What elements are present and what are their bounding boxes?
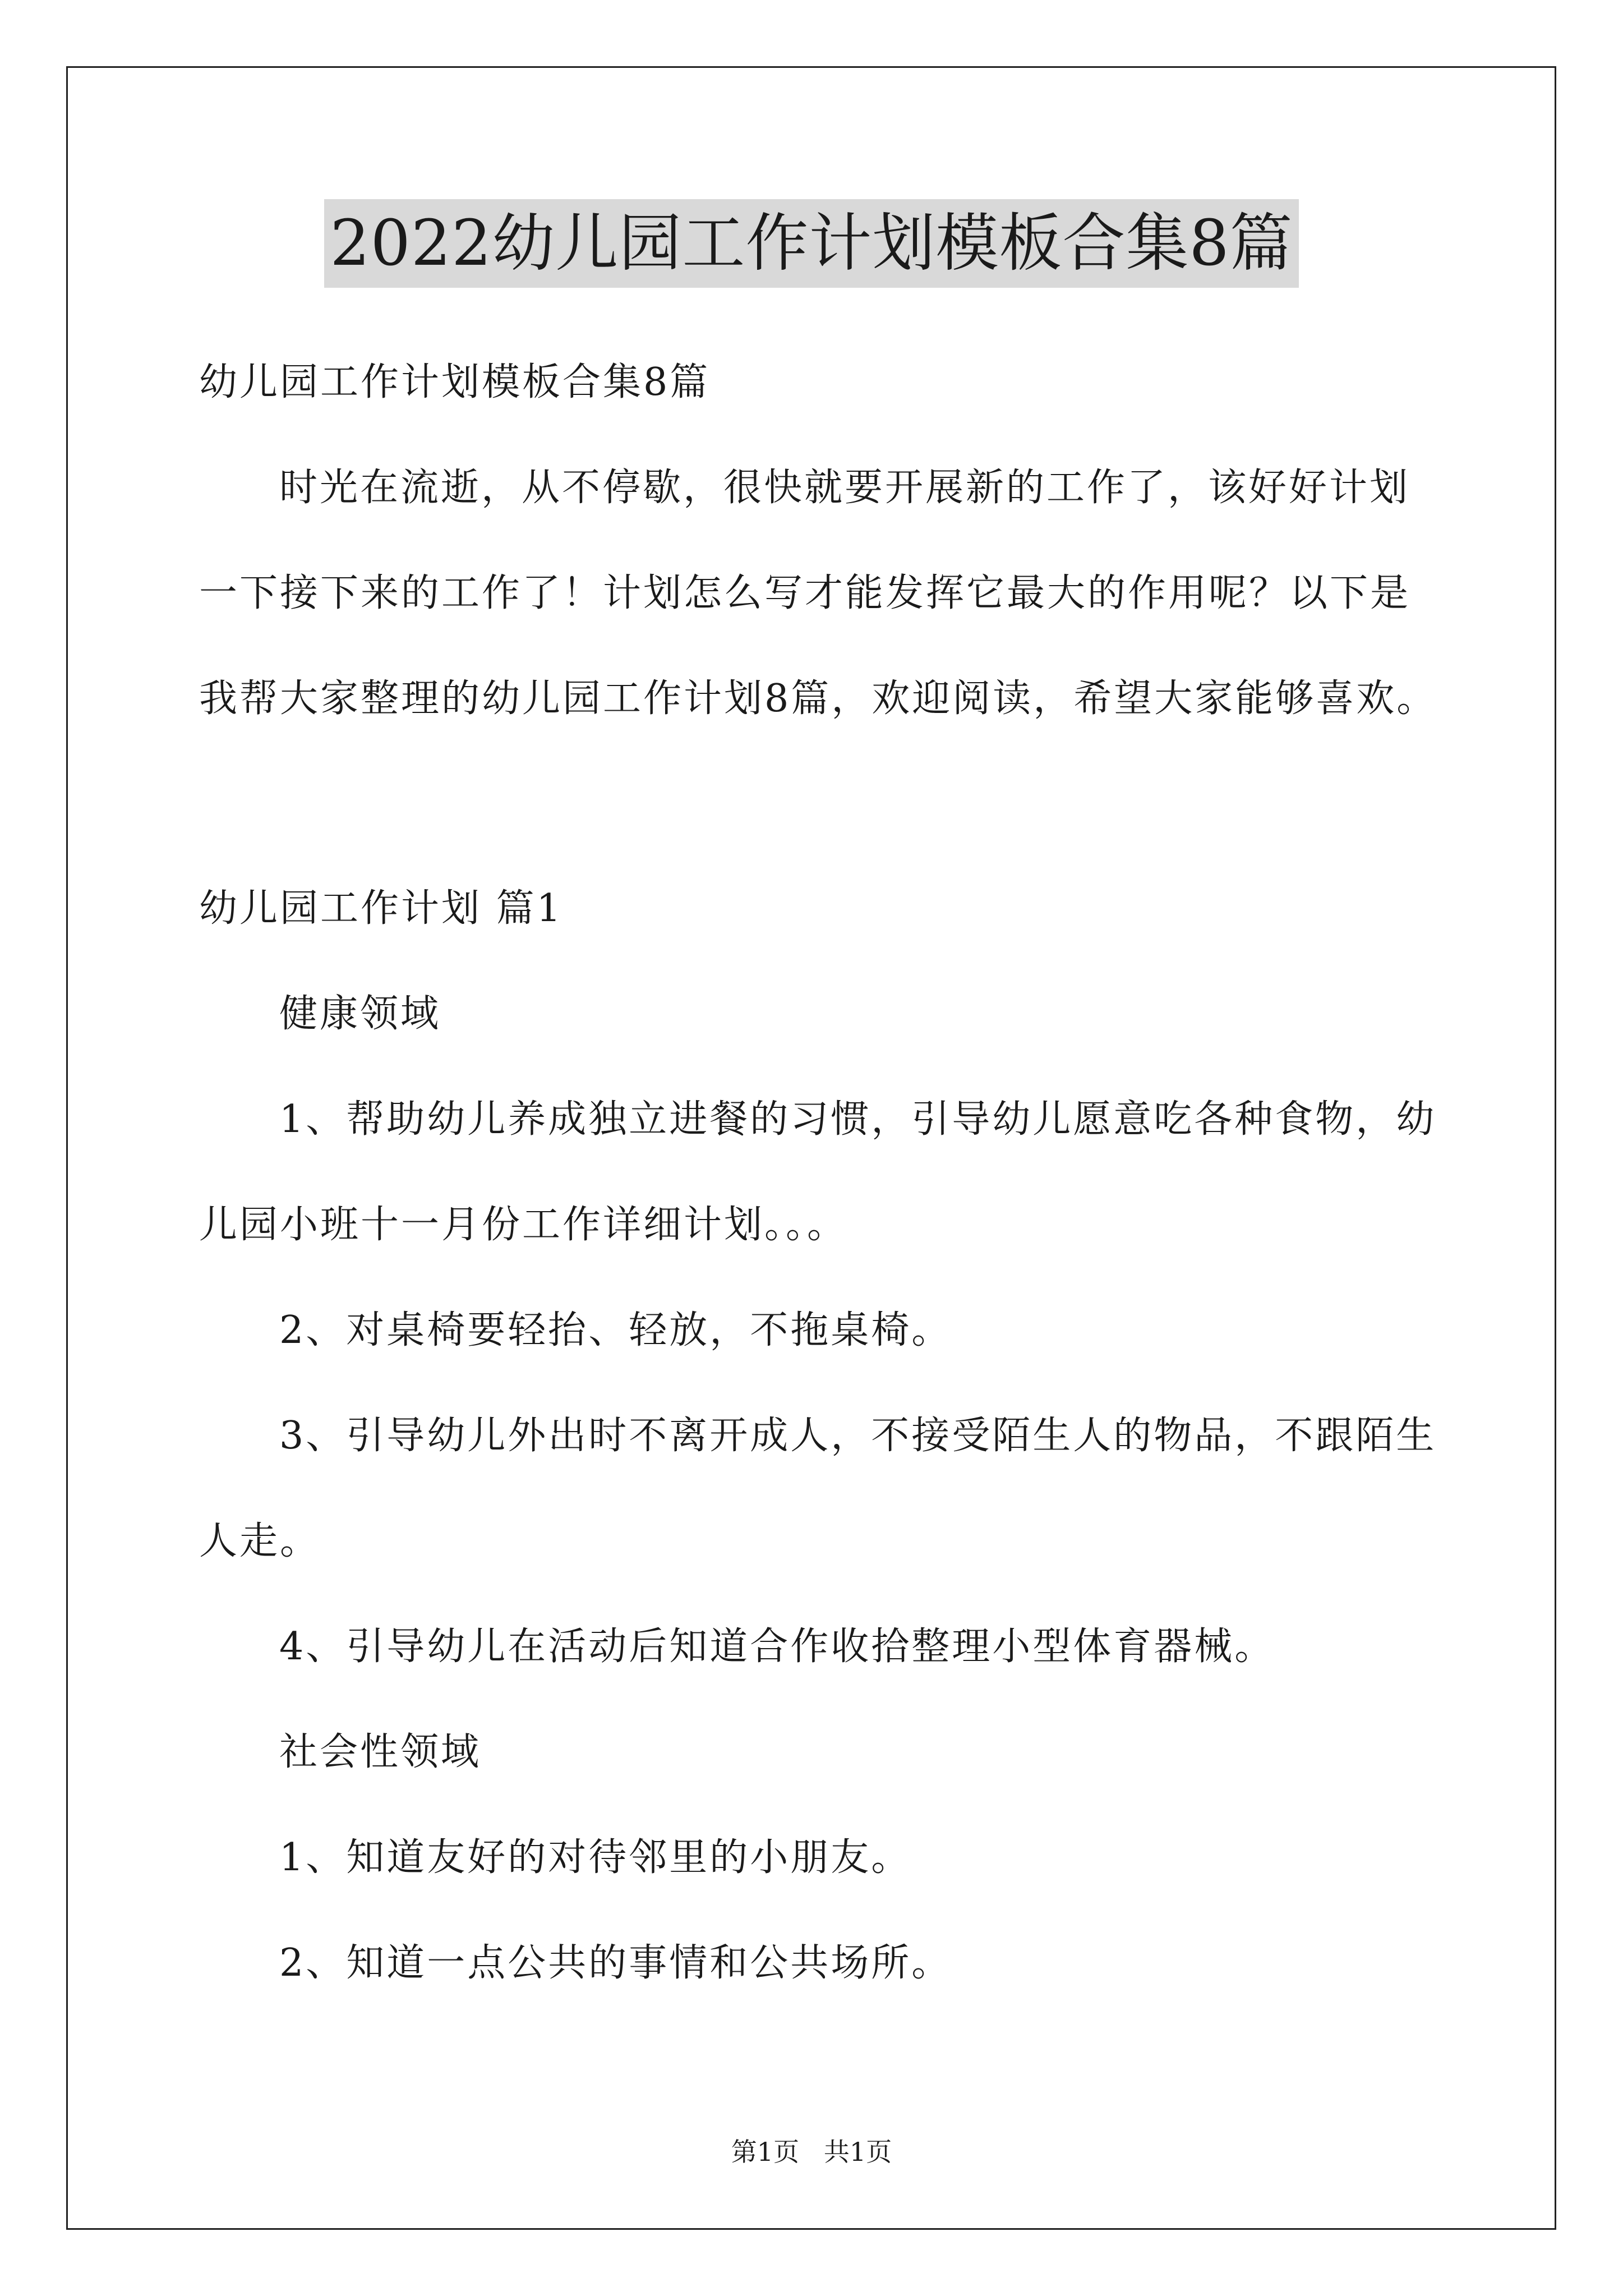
page-footer: 第1页 共1页 xyxy=(731,2137,892,2167)
health-item-1-line-2: 儿园小班十一月份工作详细计划。。。 xyxy=(199,1203,848,1247)
section-heading: 幼儿园工作计划 篇1 xyxy=(199,886,563,931)
social-heading: 社会性领域 xyxy=(279,1730,482,1774)
title-wrap xyxy=(0,199,1623,288)
intro-line-3: 我帮大家整理的幼儿园工作计划8篇，欢迎阅读，希望大家能够喜欢。 xyxy=(199,677,1437,721)
health-item-3-line-2: 人走。 xyxy=(199,1519,321,1563)
social-item-1: 1、知道友好的对待邻里的小朋友。 xyxy=(279,1835,912,1880)
document-title: 2022幼儿园工作计划模板合集8篇 xyxy=(324,199,1298,288)
social-item-2: 2、知道一点公共的事情和公共场所。 xyxy=(279,1941,952,1985)
health-item-1-line-1: 1、帮助幼儿养成独立进餐的习惯，引导幼儿愿意吃各种食物，幼 xyxy=(279,1097,1437,1142)
health-item-4: 4、引导幼儿在活动后知道合作收拾整理小型体育器械。 xyxy=(279,1625,1275,1669)
health-heading: 健康领域 xyxy=(279,992,441,1036)
health-item-2: 2、对桌椅要轻抬、轻放，不拖桌椅。 xyxy=(279,1308,952,1352)
health-item-3-line-1: 3、引导幼儿外出时不离开成人，不接受陌生人的物品，不跟陌生 xyxy=(279,1414,1437,1458)
intro-line-1: 时光在流逝，从不停歇，很快就要开展新的工作了，该好好计划 xyxy=(279,466,1410,510)
intro-line-2: 一下接下来的工作了！计划怎么写才能发挥它最大的作用呢？以下是 xyxy=(199,571,1411,615)
document-subtitle: 幼儿园工作计划模板合集8篇 xyxy=(199,360,711,404)
